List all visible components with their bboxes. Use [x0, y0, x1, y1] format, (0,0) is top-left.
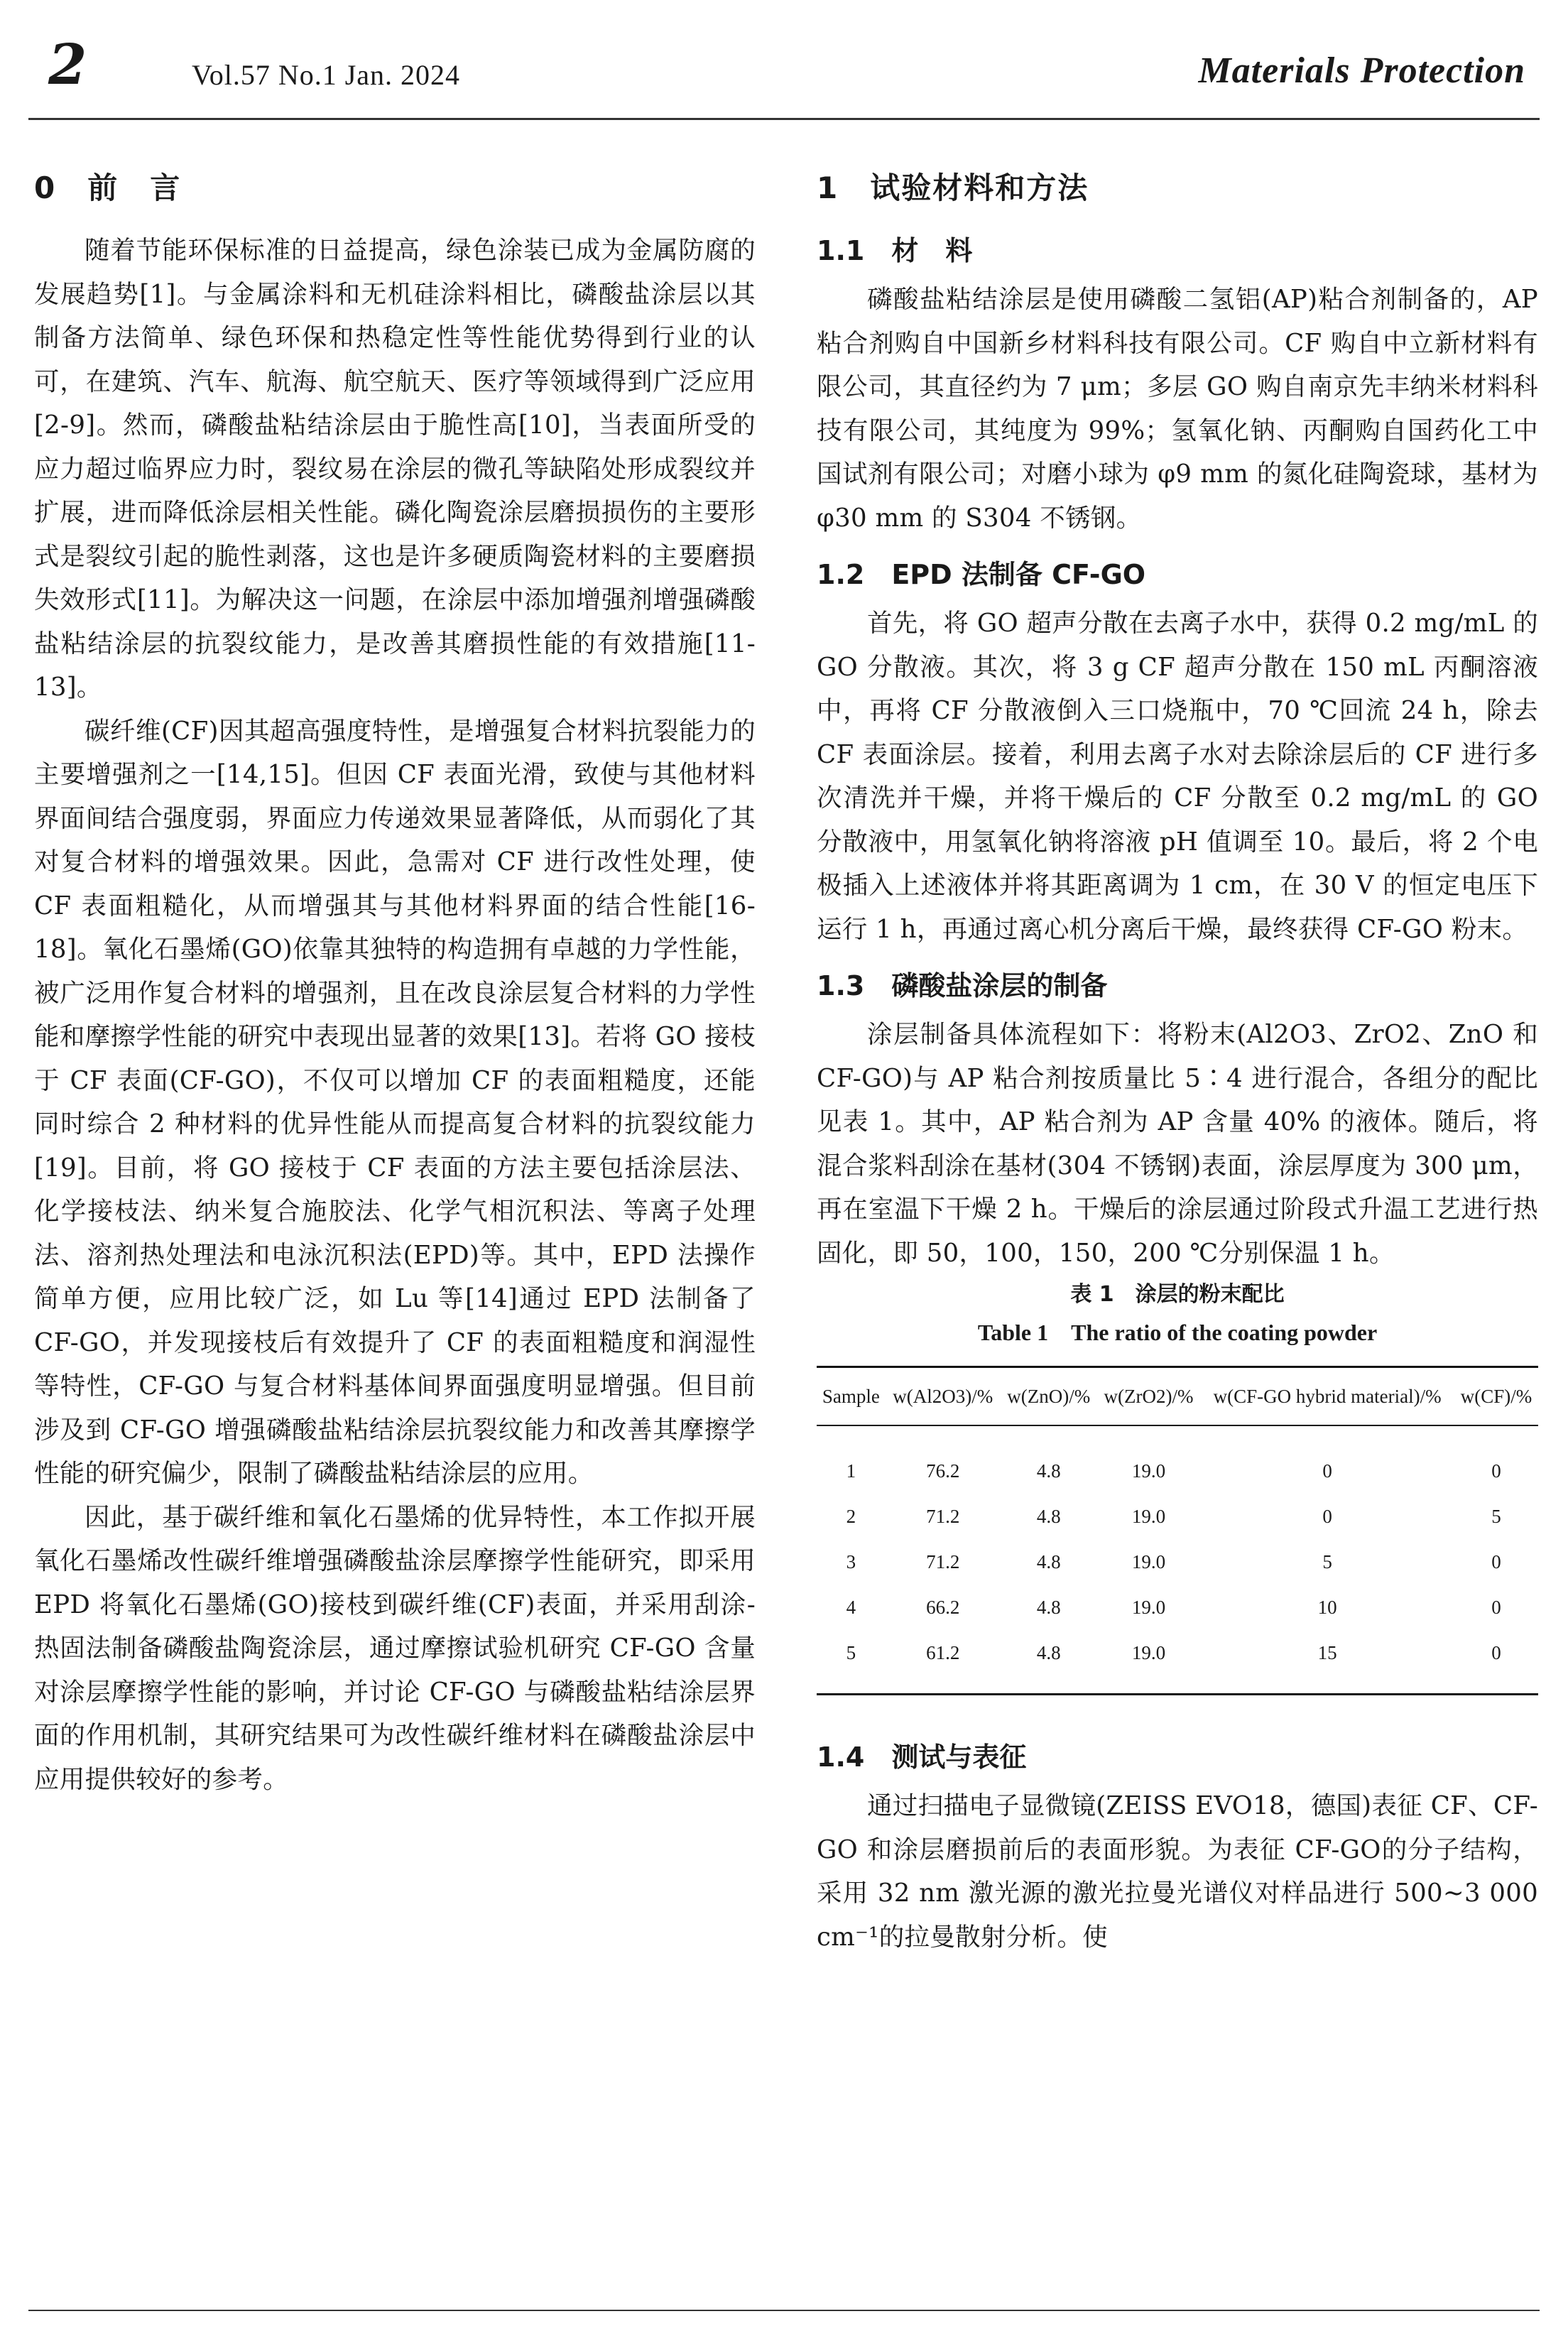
coating-paragraph: 涂层制备具体流程如下：将粉末(Al2O3、ZrO2、ZnO 和 CF-GO)与 AP 粘合剂按质量比 5∶4 进行混合，各组分的配比见表 1。其中，AP 粘合剂为 AP 含量 40% 的液体。随后，将混合浆料刮涂在基材(304 不锈钢)表面，涂层厚度为 300 μm，再在室温下干燥 2 h。干燥后的涂层通过阶段式升温工艺进行热固化，即 50，100，150，200 ℃分别保温 1 h。 — [817, 1020, 1538, 1268]
table-row — [817, 1630, 1538, 1695]
table-cell: 4.8 — [1036, 1642, 1061, 1663]
table-cell: 19.0 — [1131, 1460, 1166, 1482]
table-header: Sample — [822, 1386, 880, 1407]
table-cell: 4.8 — [1036, 1551, 1061, 1572]
table-header: w(CF)/% — [1460, 1386, 1532, 1407]
table-cell: 2 — [846, 1506, 856, 1527]
table-cell: 0 — [1322, 1506, 1332, 1527]
section-1-4-title: 1.4 测试与表征 — [817, 1742, 1027, 1773]
table-cell: 5 — [846, 1642, 856, 1663]
table-cell: 0 — [1491, 1642, 1501, 1663]
issue-info: Vol.57 No.1 Jan. 2024 — [192, 59, 461, 91]
table-row — [817, 1494, 1538, 1539]
section-1-1-title: 1.1 材 料 — [817, 235, 973, 266]
powder-ratio-table — [817, 1366, 1538, 1695]
section-1-2-title: 1.2 EPD 法制备 CF-GO — [817, 559, 1146, 590]
table-cell: 19.0 — [1131, 1506, 1166, 1527]
table-header: w(ZnO)/% — [1007, 1386, 1091, 1407]
journal-name: Materials Protection — [1198, 50, 1525, 91]
table-cell: 19.0 — [1131, 1551, 1166, 1572]
table-cell: 1 — [846, 1460, 856, 1482]
table-cell: 10 — [1317, 1597, 1337, 1618]
table-cell: 19.0 — [1131, 1642, 1166, 1663]
header-rule — [28, 118, 1540, 120]
intro-paragraph-2: 碳纤维(CF)因其超高强度特性，是增强复合材料抗裂能力的主要增强剂之一[14,15]。但因 CF 表面光滑，致使与其他材料界面间结合强度弱，界面应力传递效果显著降低，从而弱化了其对复合材料的增强效果。因此，急需对 CF 进行改性处理，使 CF 表面粗糙化，从而增强其与其他材料界面的结合性能[16-18]。氧化石墨烯(GO)依靠其独特的构造拥有卓越的力学性能，被广泛用作复合材料的增强剂，且在改良涂层复合材料的力学性能和摩擦学性能的研究中表现出显著的效果[13]。若将 GO 接枝于 CF 表面(CF-GO)，不仅可以增加 CF 的表面粗糙度，还能同时综合 2 种材料的优异性能从而提高复合材料的抗裂纹能力[19]。目前，将 GO 接枝于 CF 表面的方法主要包括涂层法、化学接枝法、纳米复合施胶法、化学气相沉积法、等离子处理法、溶剂热处理法和电泳沉积法(EPD)等。其中，EPD 法操作简单方便，应用比较广泛，如 Lu 等[14]通过 EPD 法制备了 CF-GO，并发现接枝后有效提升了 CF 的表面粗糙度和润湿性等特性，CF-GO 与复合材料基体间界面强度明显增强。但目前涉及到 CF-GO 增强磷酸盐粘结涂层抗裂纹能力和改善其摩擦学性能的研究偏少，限制了磷酸盐粘结涂层的应用。 — [34, 716, 756, 1488]
section-1-title: 1 试验材料和方法 — [817, 170, 1089, 205]
table-cell: 4.8 — [1036, 1506, 1061, 1527]
table-row — [817, 1585, 1538, 1630]
table-cell: 61.2 — [926, 1642, 960, 1663]
table-caption-en: Table 1 The ratio of the coating powder — [977, 1320, 1378, 1345]
table-cell: 5 — [1491, 1506, 1501, 1527]
footer-rule — [28, 2310, 1540, 2311]
left-column — [34, 156, 756, 1801]
table-header: w(Al2O3)/% — [893, 1386, 993, 1407]
table-header-row — [817, 1367, 1538, 1426]
table-row — [817, 1539, 1538, 1585]
table-cell: 19.0 — [1131, 1597, 1166, 1618]
table-cell: 71.2 — [926, 1551, 960, 1572]
table-cell: 5 — [1322, 1551, 1332, 1572]
table-cell: 71.2 — [926, 1506, 960, 1527]
table-cell: 4.8 — [1036, 1460, 1061, 1482]
table-cell: 0 — [1322, 1460, 1332, 1482]
section-0-title: 0 前 言 — [34, 170, 182, 205]
materials-paragraph: 磷酸盐粘结涂层是使用磷酸二氢铝(AP)粘合剂制备的，AP 粘合剂购自中国新乡材料科技有限公司。CF 购自中立新材料有限公司，其直径约为 7 μm；多层 GO 购自南京先丰纳米材料科技有限公司，其纯度为 99%；氢氧化钠、丙酮购自国药化工中国试剂有限公司；对磨小球为 φ9 mm 的氮化硅陶瓷球，基材为 φ30 mm 的 S304 不锈钢。 — [817, 285, 1538, 533]
table-header: w(ZrO2)/% — [1104, 1386, 1194, 1407]
intro-paragraph-3: 因此，基于碳纤维和氧化石墨烯的优异特性，本工作拟开展氧化石墨烯改性碳纤维增强磷酸盐涂层摩擦学性能研究，即采用 EPD 将氧化石墨烯(GO)接枝到碳纤维(CF)表面，并采用刮涂-热固法制备磷酸盐陶瓷涂层，通过摩擦试验机研究 CF-GO 含量对涂层摩擦学性能的影响，并讨论 CF-GO 与磷酸盐粘结涂层界面的作用机制，其研究结果可为改性碳纤维材料在磷酸盐涂层中应用提供较好的参考。 — [34, 1502, 756, 1794]
table-cell: 0 — [1491, 1460, 1501, 1482]
table-cell: 66.2 — [926, 1597, 960, 1618]
page-header — [28, 28, 1540, 107]
table-cell: 4.8 — [1036, 1597, 1061, 1618]
epd-paragraph: 首先，将 GO 超声分散在去离子水中，获得 0.2 mg/mL 的 GO 分散液。其次，将 3 g CF 超声分散在 150 mL 丙酮溶液中，再将 CF 分散液倒入三口烧瓶中，70 ℃回流 24 h，除去 CF 表面涂层。接着，利用去离子水对去除涂层后的 CF 进行多次清洗并干燥，并将干燥后的 CF 分散至 0.2 mg/mL 的 GO 分散液中，用氢氧化钠将溶液 pH 值调至 10。最后，将 2 个电极插入上述液体并将其距离调为 1 cm，在 30 V 的恒定电压下运行 1 h，再通过离心机分离后干燥，最终获得 CF-GO 粉末。 — [817, 609, 1538, 944]
table-caption-cn: 表 1 涂层的粉末配比 — [1070, 1282, 1285, 1307]
table-row — [817, 1425, 1538, 1494]
right-column — [817, 156, 1538, 1959]
section-1-3-title: 1.3 磷酸盐涂层的制备 — [817, 970, 1108, 1001]
table-header: w(CF-GO hybrid material)/% — [1213, 1386, 1442, 1407]
page-number: 2 — [48, 33, 87, 97]
intro-paragraph-1: 随着节能环保标准的日益提高，绿色涂装已成为金属防腐的发展趋势[1]。与金属涂料和无机硅涂料相比，磷酸盐涂层以其制备方法简单、绿色环保和热稳定性等性能优势得到行业的认可，在建筑、汽车、航海、航空航天、医疗等领域得到广泛应用[2-9]。然而，磷酸盐粘结涂层由于脆性高[10]，当表面所受的应力超过临界应力时，裂纹易在涂层的微孔等缺陷处形成裂纹并扩展，进而降低涂层相关性能。磷化陶瓷涂层磨损损伤的主要形式是裂纹引起的脆性剥落，这也是许多硬质陶瓷材料的主要磨损失效形式[11]。为解决这一问题，在涂层中添加增强剂增强磷酸盐粘结涂层的抗裂纹能力，是改善其磨损性能的有效措施[11-13]。 — [34, 236, 756, 702]
table-cell: 76.2 — [926, 1460, 960, 1482]
table-cell: 0 — [1491, 1597, 1501, 1618]
table-cell: 3 — [846, 1551, 856, 1572]
characterization-paragraph: 通过扫描电子显微镜(ZEISS EVO18，德国)表征 CF、CF-GO 和涂层磨损前后的表面形貌。为表征 CF-GO的分子结构，采用 32 nm 激光源的激光拉曼光谱仪对样品进行 500~3 000 cm⁻¹的拉曼散射分析。使 — [817, 1791, 1538, 1952]
table-cell: 0 — [1491, 1551, 1501, 1572]
table-cell: 15 — [1317, 1642, 1337, 1663]
table-cell: 4 — [846, 1597, 856, 1618]
